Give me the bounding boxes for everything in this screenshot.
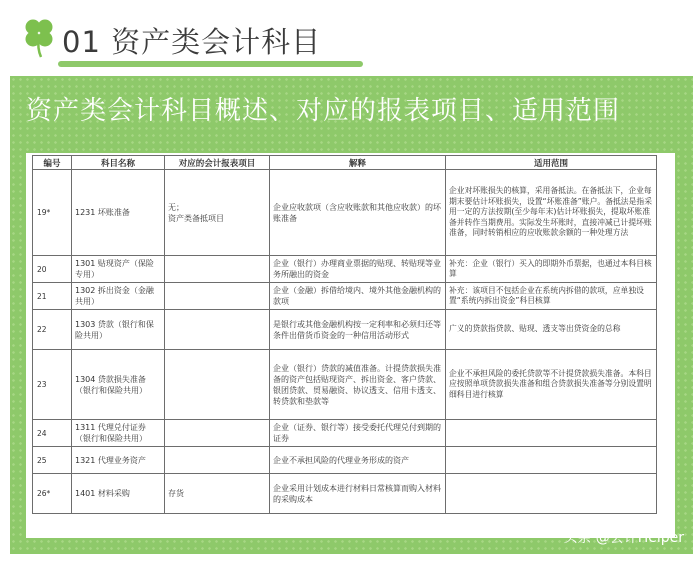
section-title: 01 资产类会计科目 <box>62 25 322 59</box>
cell-name: 1301 贴现资产（保险专用） <box>72 256 165 283</box>
cell-explanation: 企业（银行）贷款的减值准备。计提贷款损失准备的资产包括贴现资产、拆出资金、客户贷款、银团贷款、贸易融资、协议透支、信用卡透支、转贷款和垫款等 <box>270 350 446 420</box>
cell-report: 无； 资产类备抵项目 <box>165 170 270 256</box>
cell-scope <box>446 420 657 447</box>
cell-report <box>165 283 270 310</box>
four-leaf-clover-icon <box>22 16 56 58</box>
table-row <box>33 170 657 256</box>
cell-no: 19* <box>33 170 72 256</box>
cell-no: 22 <box>33 310 72 350</box>
cell-name: 1401 材料采购 <box>72 474 165 514</box>
col-header-no: 编号 <box>33 156 72 170</box>
table-row <box>33 447 657 474</box>
table-row <box>33 420 657 447</box>
cell-name: 1303 贷款（银行和保险共用） <box>72 310 165 350</box>
cell-scope <box>446 447 657 474</box>
table-row <box>33 350 657 420</box>
cell-report <box>165 420 270 447</box>
col-header-scope: 适用范围 <box>446 156 657 170</box>
table-row <box>33 256 657 283</box>
accounts-table <box>32 155 657 514</box>
cell-name: 1311 代理兑付证券（银行和保险共用） <box>72 420 165 447</box>
cell-no: 23 <box>33 350 72 420</box>
cell-report <box>165 447 270 474</box>
col-header-report: 对应的会计报表项目 <box>165 156 270 170</box>
cell-no: 24 <box>33 420 72 447</box>
cell-name: 1302 拆出资金（金融共用） <box>72 283 165 310</box>
watermark: 头条 @会计Helper <box>563 530 684 546</box>
cell-report <box>165 350 270 420</box>
cell-name: 1304 贷款损失准备（银行和保险共用） <box>72 350 165 420</box>
cell-explanation: 是银行或其他金融机构按一定利率和必须归还等条件出借货币资金的一种信用活动形式 <box>270 310 446 350</box>
cell-scope: 企业对坏账损失的核算，采用备抵法。在备抵法下，企业每期末要估计坏账损失，设置“坏账准备”账户。备抵法是指采用一定的方法按期(至少每年末)估计坏账损失，提取坏账准备并转作当期费用。实际发生坏账时，直接冲减已计提坏账准备，同时转销相应的应收账款余额的一种处理方法 <box>446 170 657 256</box>
cell-scope: 广义的贷款指贷款、贴现、透支等出贷资金的总称 <box>446 310 657 350</box>
cell-scope: 补充：企业（银行）买入的即期外币票据，也通过本科目核算 <box>446 256 657 283</box>
section-header <box>22 8 352 70</box>
cell-explanation: 企业采用计划成本进行材料日常核算而购入材料的采购成本 <box>270 474 446 514</box>
table-row <box>33 283 657 310</box>
cell-name: 1231 坏账准备 <box>72 170 165 256</box>
col-header-explanation: 解释 <box>270 156 446 170</box>
cell-report <box>165 310 270 350</box>
cell-scope: 补充：该项目不包括企业在系统内拆借的款项，应单独设置“系统内拆出资金”科目核算 <box>446 283 657 310</box>
panel-title: 资产类会计科目概述、对应的报表项目、适用范围 <box>26 96 621 126</box>
title-underline <box>58 61 363 67</box>
table-row <box>33 310 657 350</box>
cell-no: 25 <box>33 447 72 474</box>
cell-no: 20 <box>33 256 72 283</box>
cell-name: 1321 代理业务资产 <box>72 447 165 474</box>
col-header-name: 科目名称 <box>72 156 165 170</box>
cell-scope <box>446 474 657 514</box>
table-header-row <box>33 156 657 170</box>
cell-explanation: 企业不承担风险的代理业务形成的资产 <box>270 447 446 474</box>
cell-explanation: 企业应收款项（含应收账款和其他应收款）的坏账准备 <box>270 170 446 256</box>
cell-no: 21 <box>33 283 72 310</box>
cell-explanation: 企业（金融）拆借给境内、境外其他金融机构的款项 <box>270 283 446 310</box>
cell-explanation: 企业（证券、银行等）接受委托代理兑付到期的证券 <box>270 420 446 447</box>
cell-explanation: 企业（银行）办理商业票据的贴现、转贴现等业务所融出的资金 <box>270 256 446 283</box>
table-row <box>33 474 657 514</box>
cell-scope: 企业不承担风险的委托贷款等不计提贷款损失准备。本科目应按照单项贷款损失准备和组合贷款损失准备等分别设置明细科目进行核算 <box>446 350 657 420</box>
table-document <box>26 153 675 538</box>
cell-report: 存货 <box>165 474 270 514</box>
cell-no: 26* <box>33 474 72 514</box>
cell-report <box>165 256 270 283</box>
